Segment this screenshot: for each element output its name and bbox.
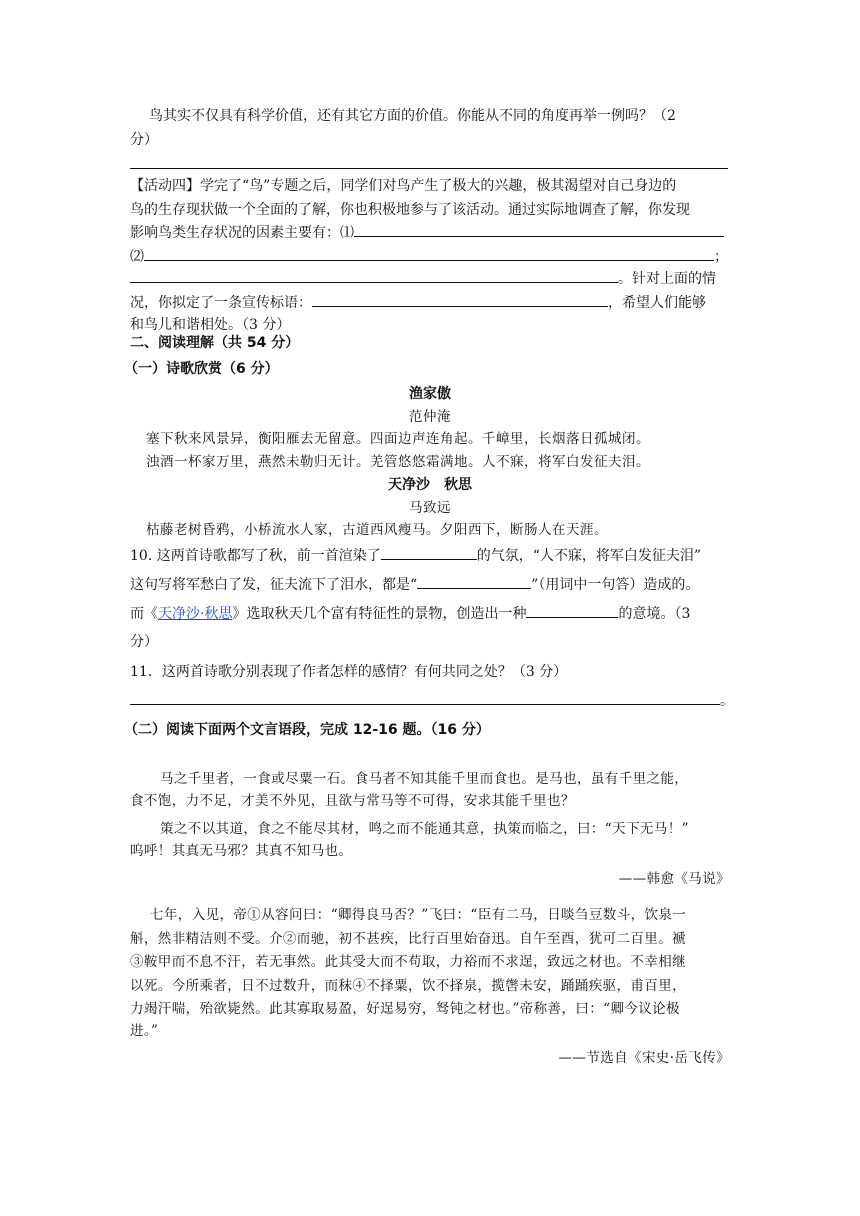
section2-title: 二、阅读理解（共 54 分）: [130, 335, 300, 351]
poem-link[interactable]: 天净沙·秋思: [158, 606, 233, 622]
poem2-line1: 枯藤老树昏鸦，小桥流水人家，古道西风瘦马。夕阳西下，断肠人在天涯。: [146, 522, 608, 538]
activity4-line5: [130, 292, 730, 314]
factor2-blank-cont[interactable]: [130, 268, 618, 283]
question-bird-value-line2: 分）: [130, 132, 158, 148]
poem1-title: 渔家傲: [409, 386, 451, 402]
activity4-factor1-label: 影响鸟类生存状况的因素主要有：⑴: [130, 225, 354, 241]
q11-end: 。: [720, 693, 734, 709]
classical2-source: ——节选自《宋史·岳飞传》: [558, 1050, 730, 1066]
semicolon: ；: [714, 249, 728, 265]
q11-text: 11．这两首诗歌分别表现了作者怎样的感情？有何共同之处？（3 分）: [130, 664, 568, 680]
activity4-factor2-label: ⑵: [130, 249, 144, 265]
q11-answer-line: [130, 690, 734, 712]
classical2-line1: 七年，入见，帝①从容问曰：“卿得良马否？”飞曰：“臣有二马，日啖刍豆数斗，饮泉一: [150, 907, 687, 923]
slogan-label: 况，你拟定了一条宣传标语：: [130, 295, 312, 311]
classical1-p1-line2: 食不饱，力不足，才美不外见，且欲与常马等不可得，安求其能千里也？: [130, 793, 575, 809]
poem2-title: 天净沙 秋思: [388, 477, 472, 493]
factor2-blank[interactable]: [144, 246, 714, 261]
activity4-text: 【活动四】学完了“鸟”专题之后，同学们对鸟产生了极大的兴趣，极其渴望对自己身边的: [130, 178, 677, 194]
section2-sub2: （二）阅读下面两个文言语段，完成 12-16 题。（16 分）: [124, 722, 490, 738]
classical1-p2-line2: 呜呼！其真无马邪？其真不知马也。: [130, 843, 353, 859]
activity4-line4b: [130, 268, 730, 290]
section2-sub1: （一）诗歌欣赏（6 分）: [124, 361, 279, 377]
q10-part2: 的气氛，“人不寐，将军白发征夫泪”: [476, 548, 702, 564]
activity4-line3: [130, 222, 730, 244]
answer-line: [130, 168, 728, 169]
activity4-situation-text: 。针对上面的情: [618, 271, 716, 287]
q10-line3a: 而《: [130, 606, 158, 622]
q10-line3: [130, 603, 730, 625]
q10-line2: [130, 574, 730, 596]
q10-part1: 10. 这两首诗歌都写了秋，前一首渲染了: [130, 548, 381, 564]
q10-line3b: 》选取秋天几个富有特征性的景物，创造出一种: [232, 606, 527, 622]
q10-blank1[interactable]: [381, 545, 477, 560]
poem1-line2: 浊酒一杯家万里，燕然未勒归无计。羌管悠悠霜满地。人不寐，将军白发征夫泪。: [146, 454, 650, 470]
poem1-author: 范仲淹: [409, 409, 451, 425]
slogan-suffix: ，希望人们能够: [608, 295, 706, 311]
classical2-line4: 以死。今所乘者，日不过数升，而秣④不择粟，饮不择泉，揽辔未安，踊踊疾驱，甫百里，: [130, 978, 686, 994]
q10-blank2[interactable]: [417, 574, 531, 589]
activity4-line4: [130, 246, 730, 268]
poem2-author: 马致远: [409, 500, 451, 516]
poem1-line1: 塞下秋来风景异，衡阳雁去无留意。四面边声连角起。千嶂里，长烟落日孤城闭。: [146, 431, 650, 447]
q10-line1: [130, 545, 730, 567]
q10-line2a: 这句写将军愁白了发，征夫流下了泪水，都是“: [130, 577, 418, 593]
classical2-line5: 力竭汗喘，殆欲毙然。此其寡取易盈，好逞易穷，驽钝之材也。”帝称善，曰：“卿今议论极: [130, 1001, 680, 1017]
slogan-blank[interactable]: [312, 292, 608, 307]
q10-line3c: 的意境。（3: [618, 606, 691, 622]
question-bird-value-line1: 鸟其实不仅具有科学价值，还有其它方面的价值。你能从不同的角度再举一例吗？（2: [149, 108, 676, 124]
classical1-p1-line1: 马之千里者，一食或尽粟一石。食马者不知其能千里而食也。是马也，虽有千里之能，: [160, 771, 689, 787]
q10-line4: 分）: [130, 634, 158, 650]
activity4-line2: 鸟的生存现状做一个全面的了解，你也积极地参与了该活动。通过实际地调查了解，你发现: [130, 202, 690, 218]
q10-blank3[interactable]: [526, 603, 618, 618]
factor1-blank[interactable]: [354, 222, 724, 237]
classical1-source: ——韩愈《马说》: [618, 871, 730, 887]
q11-blank[interactable]: [130, 690, 720, 705]
classical1-p2-line1: 策之不以其道，食之不能尽其材，鸣之而不能通其意，执策而临之，曰：“天下无马！”: [160, 821, 689, 837]
activity4-line6: 和鸟儿和谐相处。（3 分）: [130, 317, 291, 333]
classical2-line3: ③鞍甲而不息不汗，若无事然。此其受大而不苟取，力裕而不求逞，致远之材也。不幸相继: [130, 954, 686, 970]
activity4-line1: [130, 175, 730, 197]
q10-line2b: ”（用词中一句答）造成的。: [531, 577, 700, 593]
classical2-line6: 进。”: [130, 1023, 159, 1039]
classical2-line2: 斛，然非精洁则不受。介②而驰，初不甚疾，比行百里始奋迅。自午至酉，犹可二百里。褫: [130, 931, 686, 947]
